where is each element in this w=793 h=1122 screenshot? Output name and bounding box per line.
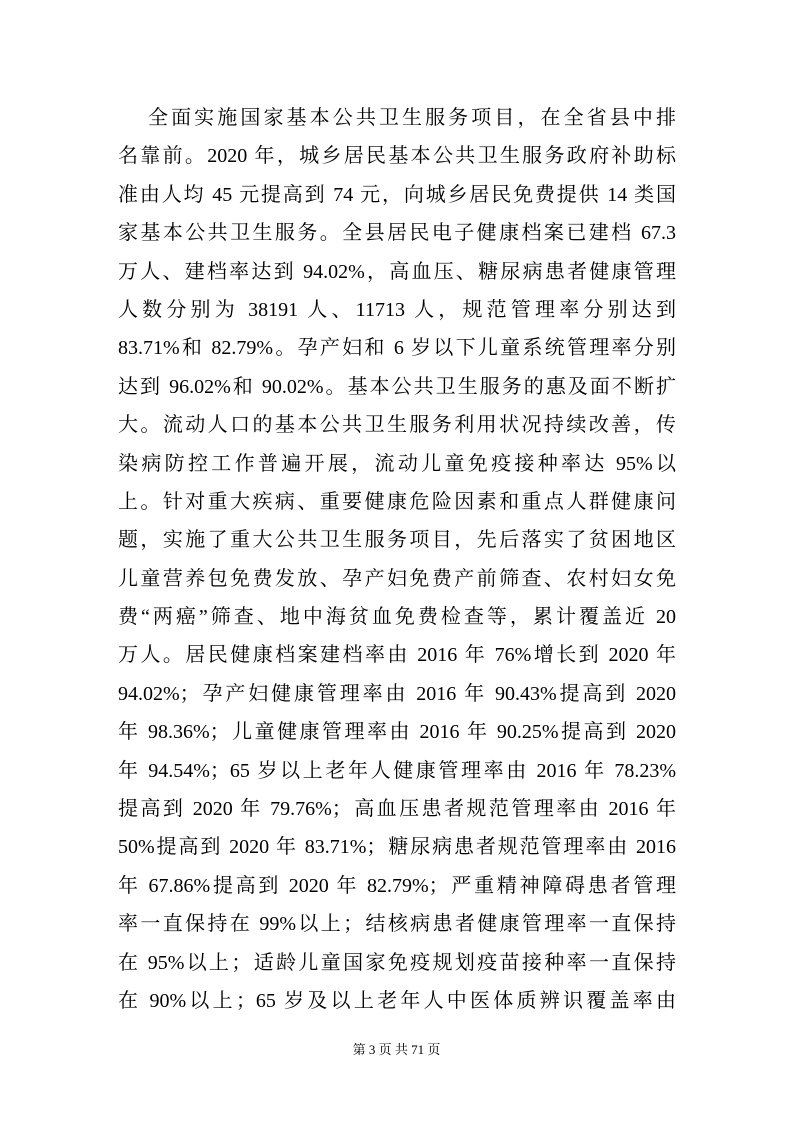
text-line: 准由人均 45 元提高到 74 元，向城乡居民免费提供 14 类国: [118, 183, 676, 206]
text-line: 年 98.36%；儿童健康管理率由 2016 年 90.25%提高到 2020: [118, 721, 676, 744]
text-line: 题，实施了重大公共卫生服务项目，先后落实了贫困地区: [118, 529, 676, 552]
text-line: 名靠前。2020 年，城乡居民基本公共卫生服务政府补助标: [118, 145, 676, 168]
text-line: 94.02%；孕产妇健康管理率由 2016 年 90.43%提高到 2020: [118, 682, 676, 705]
text-line: 在 95%以上；适龄儿童国家免疫规划疫苗接种率一直保持: [118, 951, 676, 974]
body-paragraph: [118, 99, 676, 1020]
text-line: 万人。居民健康档案建档率由 2016 年 76%增长到 2020 年: [118, 644, 676, 667]
text-line: 在 90%以上；65 岁及以上老年人中医体质辨识覆盖率由: [118, 989, 676, 1012]
text-line: 率一直保持在 99%以上；结核病患者健康管理率一直保持: [118, 913, 676, 936]
text-line: 儿童营养包免费发放、孕产妇免费产前筛查、农村妇女免: [118, 567, 676, 590]
text-line: 提高到 2020 年 79.76%；高血压患者规范管理率由 2016 年: [118, 798, 676, 821]
text-line: 万人、建档率达到 94.02%，高血压、糖尿病患者健康管理: [118, 260, 676, 283]
text-line: 人数分别为 38191 人、11713 人，规范管理率分别达到: [118, 298, 676, 321]
text-line: 全面实施国家基本公共卫生服务项目，在全省县中排: [148, 107, 676, 129]
text-line: 年 67.86%提高到 2020 年 82.79%；严重精神障碍患者管理: [118, 874, 676, 897]
text-line: 年 94.54%；65 岁以上老年人健康管理率由 2016 年 78.23%: [118, 759, 676, 782]
text-line: 费“两癌”筛查、地中海贫血免费检查等，累计覆盖近 20: [118, 606, 676, 629]
text-line: 染病防控工作普遍开展，流动儿童免疫接种率达 95%以: [118, 452, 676, 475]
text-line: 达到 96.02%和 90.02%。基本公共卫生服务的惠及面不断扩: [118, 375, 676, 398]
text-line: 50%提高到 2020 年 83.71%；糖尿病患者规范管理率由 2016: [118, 836, 676, 859]
text-line: 家基本公共卫生服务。全县居民电子健康档案已建档 67.3: [118, 222, 676, 245]
text-line: 上。针对重大疾病、重要健康危险因素和重点人群健康问: [118, 490, 676, 513]
text-line: 83.71%和 82.79%。孕产妇和 6 岁以下儿童系统管理率分别: [118, 337, 676, 360]
page-footer: 第 3 页 共 71 页: [352, 1042, 441, 1057]
text-line: 大。流动人口的基本公共卫生服务利用状况持续改善，传: [118, 414, 676, 437]
